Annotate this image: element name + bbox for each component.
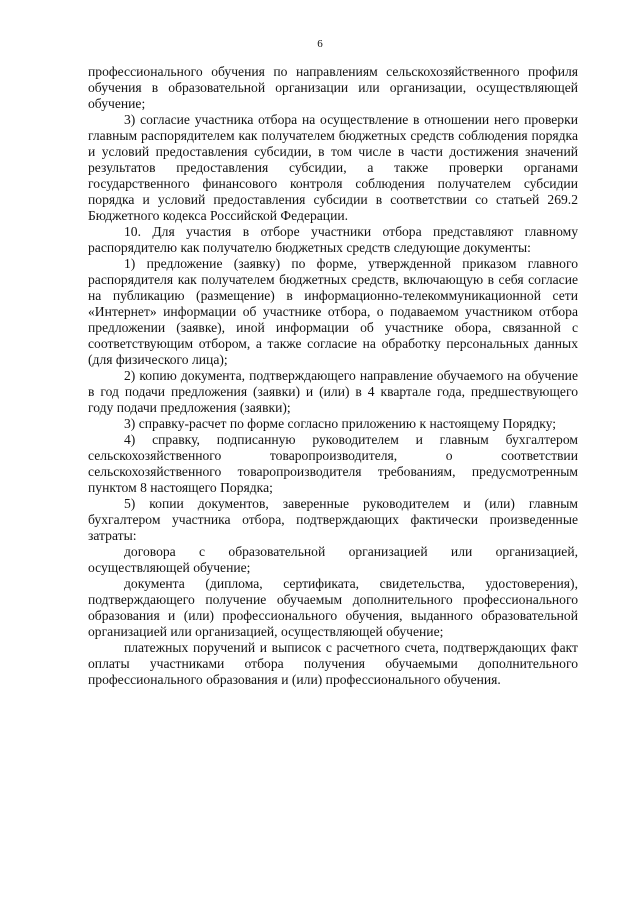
paragraph: 1) предложение (заявку) по форме, утвержденной приказом главного распорядителя как получателем бюджетных средств, включающую в себя согласие на публикацию (размещение) в информационно-телекоммуникационной сети «Интернет» информации об участнике отбора, о подаваемом участником отбора предложении (заявке), иной информации об участнике обора, связанной с соответствующим отбором, а также согласие на обработку персональных данных (для физического лица);: [88, 256, 578, 367]
paragraph: 10. Для участия в отборе участники отбора представляют главному распорядителю как получателю бюджетных средств следующие документы:: [88, 224, 578, 255]
paragraph: документа (диплома, сертификата, свидетельства, удостоверения), подтверждающего получение обучаемым дополнительного профессионального образования и (или) профессионального обучения, выданного образовательной организацией или организацией, осуществляющей обучение;: [88, 576, 578, 639]
paragraph: 5) копии документов, заверенные руководителем и (или) главным бухгалтером участника отбора, подтверждающих фактически произведенные затраты:: [88, 496, 578, 543]
paragraph: профессионального обучения по направлениям сельскохозяйственного профиля обучения в образовательной организации или организации, осуществляющей обучение;: [88, 64, 578, 111]
paragraph: 3) согласие участника отбора на осуществление в отношении него проверки главным распорядителем как получателем бюджетных средств соблюдения порядка и условий предоставления субсидии, в том числе в части достижения значений результатов предоставления субсидии, а также проверки органами государственного финансового контроля соблюдения получателем субсидии порядка и условий предоставления субсидии в соответствии со статьей 269.2 Бюджетного кодекса Российской Федерации.: [88, 112, 578, 223]
page-number: 6: [317, 38, 323, 50]
document-body: [88, 64, 578, 688]
paragraph: 3) справку-расчет по форме согласно приложению к настоящему Порядку;: [124, 416, 557, 431]
paragraph: 2) копию документа, подтверждающего направление обучаемого на обучение в год подачи предложения (заявки) и (или) в 4 квартале года, предшествующего году подачи предложения (заявки);: [88, 368, 578, 415]
paragraph: платежных поручений и выписок с расчетного счета, подтверждающих факт оплаты участниками отбора получения обучаемыми дополнительного профессионального образования и (или) профессионального обучения.: [88, 640, 578, 687]
paragraph: 4) справку, подписанную руководителем и главным бухгалтером сельскохозяйственного товаропроизводителя, о соответствии сельскохозяйственного товаропроизводителя требованиям, предусмотренным пунктом 8 настоящего Порядка;: [88, 432, 578, 495]
paragraph: договора с образовательной организацией или организацией, осуществляющей обучение;: [88, 544, 578, 575]
